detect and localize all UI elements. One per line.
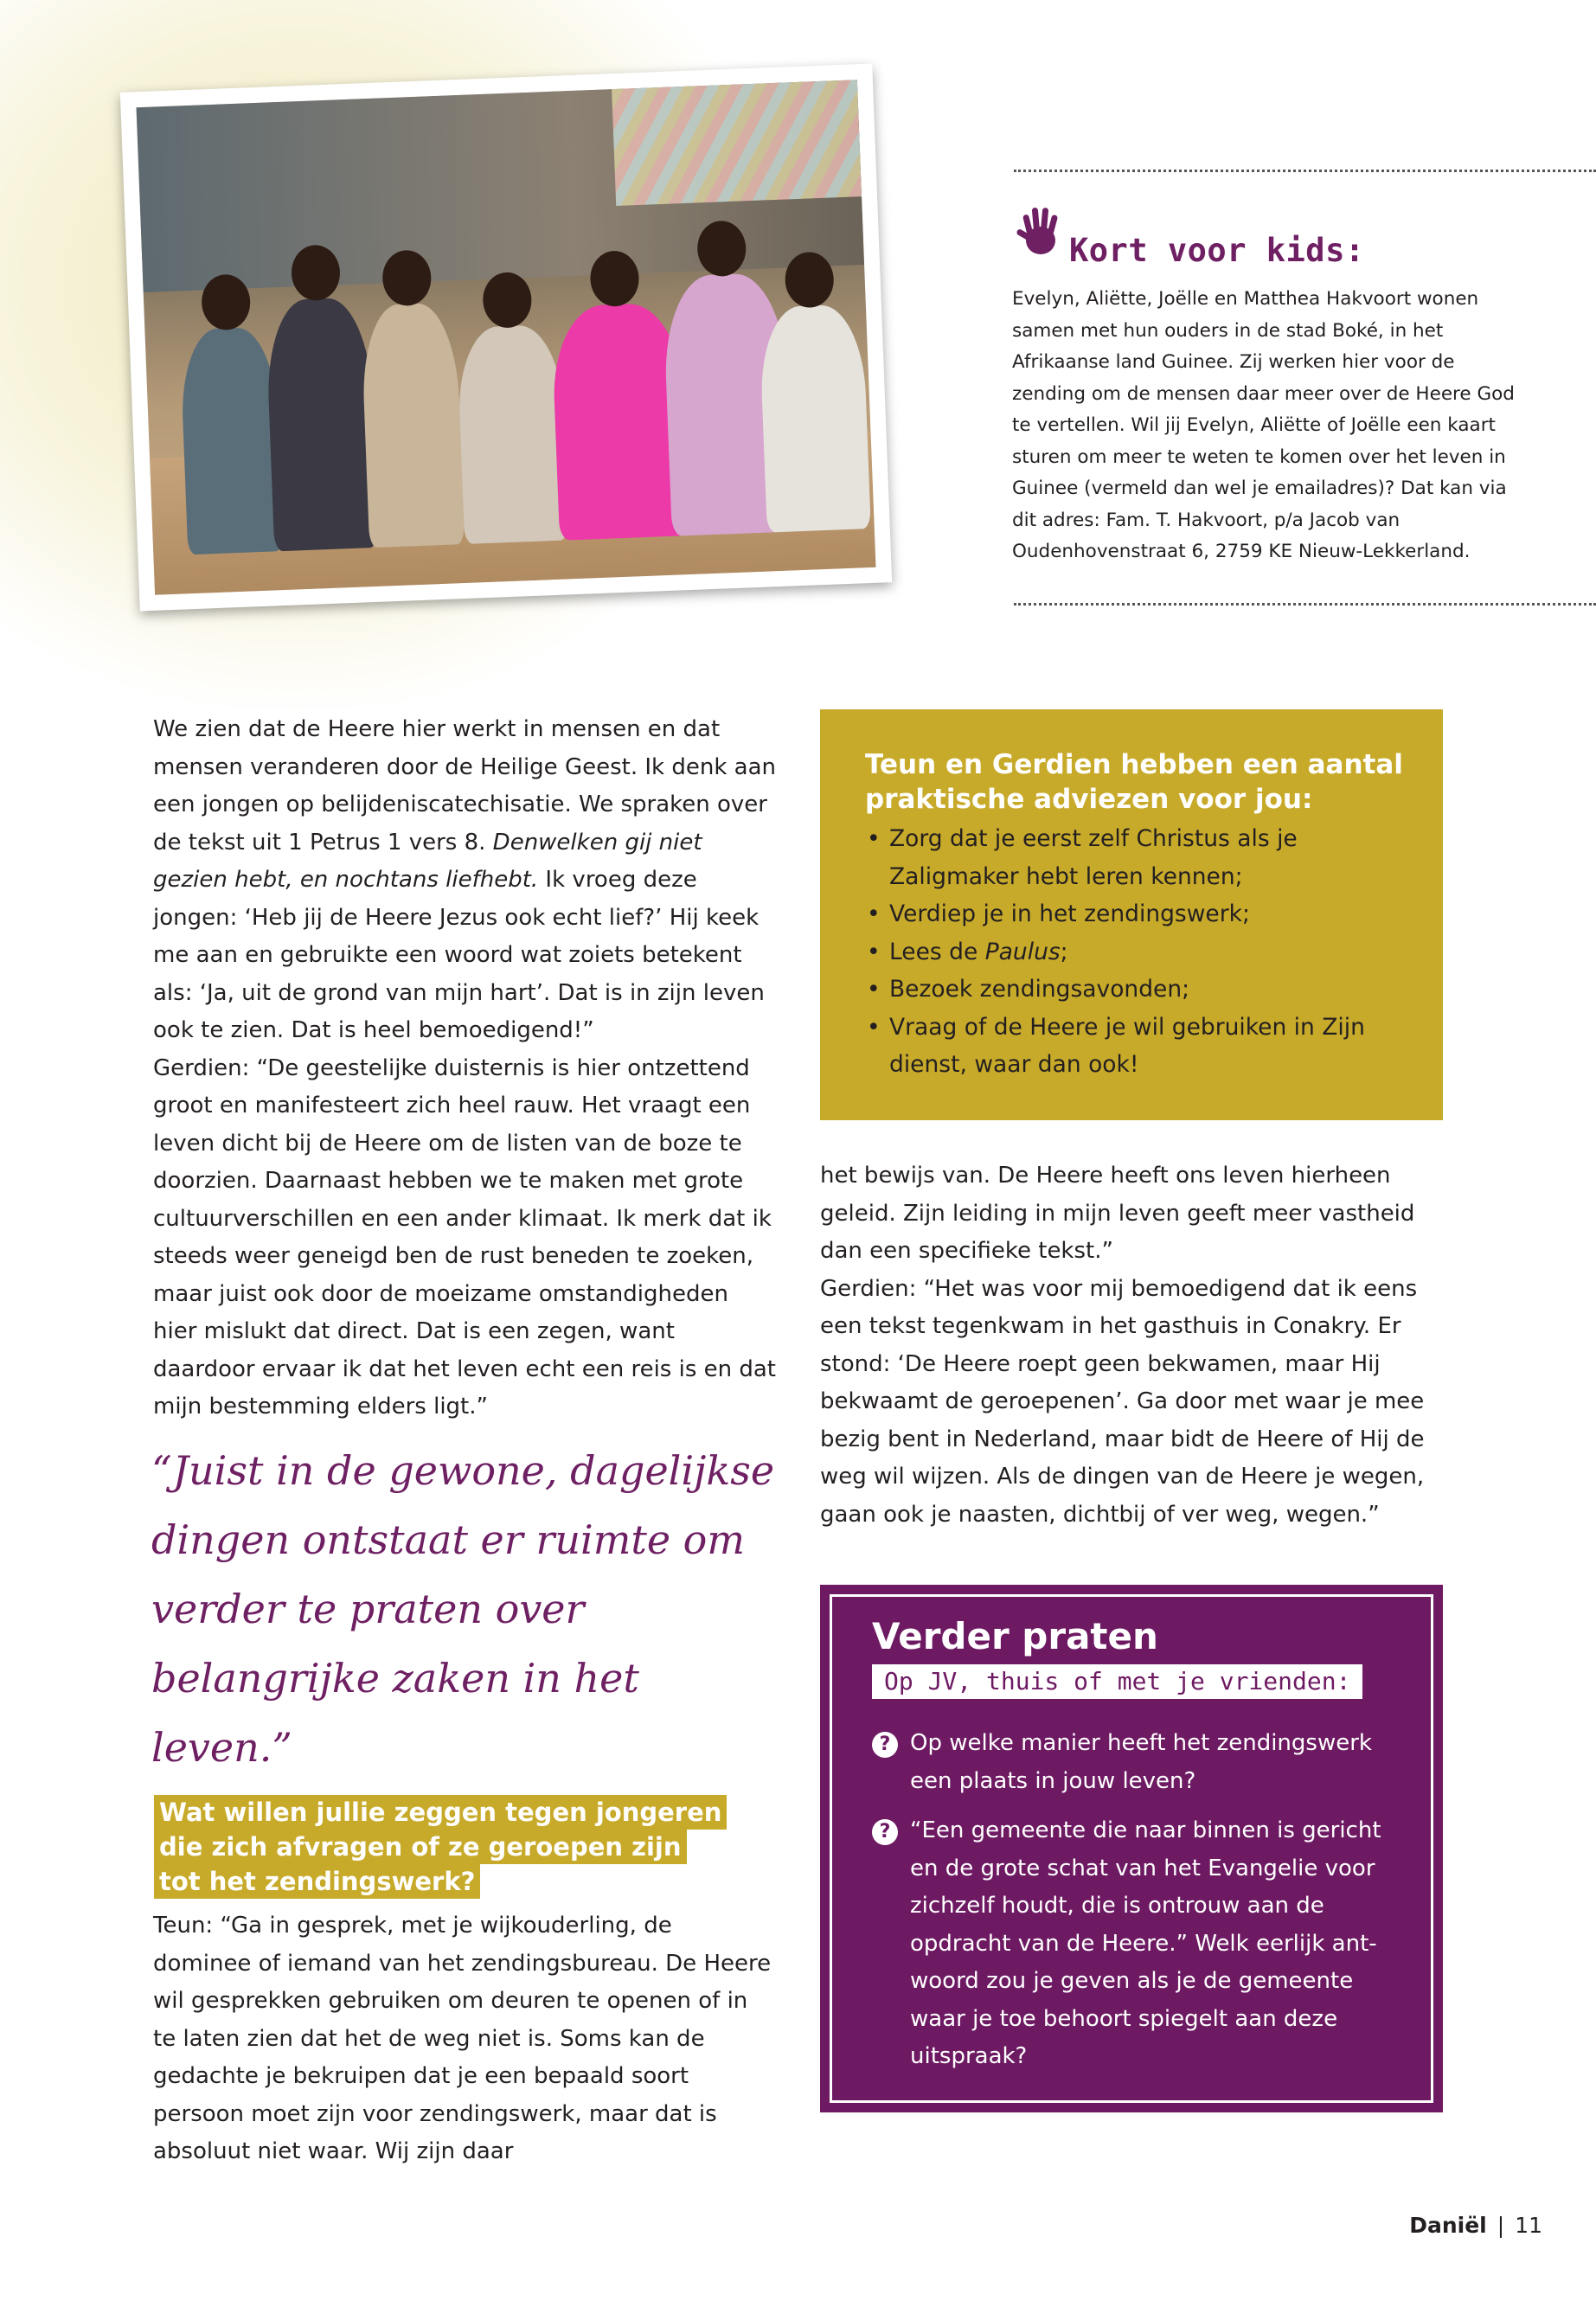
left-paragraph-1: We zien dat de Heere hier werkt in mensen en dat mensen veranderen door de Heilige Geest. Ik denk aan een jongen op belijdeniscatechisatie. We spraken over de tekst uit 1 Petrus 1 vers 8. Denwelken gij niet gezien hebt, en nochtans liefhebt. Ik vroeg deze jongen: ‘Heb jij de Heere Jezus ook echt lief?’ Hij keek me aan en gebruikte een woord wat zoiets betekent als: ‘Ja, uit de grond van mijn hart’. Dat is in zijn leven ook te zien. Dat is heel bemoedigend!” [153,716,776,1043]
discussion-question: ? Op welke manier heeft het zendingswerk een plaats in jouw leven? [872,1725,1403,1800]
advice-list [865,820,1408,1084]
advice-box [820,709,1443,1120]
list-item: • Zorg dat je eerst zelf Christus als je Zaligmaker hebt leren kennen; [889,820,1408,895]
discussion-question: ? “Een gemeente die naar binnen is gericht en de grote schat van het Evangelie voor zichzelf houdt, die is ontrouw aan de opdracht van de Heere.” Welk eerlijk antwoord zou je geven als je de gemeente waar je toe behoort spiegelt aan deze uitspraak? [872,1812,1403,2076]
kids-box-body: Evelyn, Aliëtte, Joëlle en Matthea Hakvoort wonen samen met hun ouders in de stad Boké, in het Afrikaanse land Guinee. Zij werken hier voor de zending om de mensen daar meer over de Heere God te vertellen. Wil jij Evelyn, Aliëtte of Joëlle een kaart sturen om meer te weten te komen over het leven in Guinee (vermeld dan wel je emailadres)? Dat kan via dit adres: Fam. T. Hakvoort, p/a Jacob van Oudenhovenstraat 6, 2759 KE Nieuw-Lekkerland. [1012,288,1515,562]
list-item: • Bezoek zendingsavonden; [889,971,1408,1009]
children-photo [120,64,892,612]
question-icon: ? [872,1819,898,1845]
list-item: • Verdiep je in het zendingswerk; [889,895,1408,933]
list-item: • Vraag of de Heere je wil gebruiken in Zijn dienst, waar dan ook! [889,1009,1408,1084]
list-item: • Lees de Paulus; [889,933,1408,971]
discussion-box-subtitle: Op JV, thuis of met je vrienden: [872,1664,1362,1699]
handprint-icon [1014,204,1067,260]
photo-image [136,80,875,595]
kids-box-title: Kort voor kids: [1069,232,1365,269]
question-icon: ? [872,1732,898,1758]
dotted-divider-bottom [1014,603,1596,606]
bible-quote: Denwelken gij niet gezien hebt, en nochtans liefhebt. [153,829,702,893]
left-column-text [153,711,776,1426]
discussion-box [820,1585,1443,2112]
answer-teun: Teun: “Ga in gesprek, met je wijkouderling, de dominee of iemand van het zendingsbureau. De Heere wil gesprekken gebruiken om deuren te openen of in te laten zien dat het de weg niet is. Soms kan de gedachte je bekruipen dat je een bepaald soort persoon moet zijn voor zendingswerk, maar dat is absoluut niet waar. Wij zijn daar [153,1913,772,2164]
page-footer: Daniël | 11 [1409,2213,1542,2238]
page-number: 11 [1515,2213,1542,2238]
question-heading: Wat willen jullie zeggen tegen jongeren die zich afvragen of ze geroepen zijn tot het zendingswerk? [154,1795,727,1899]
right-paragraph-1: het bewijs van. De Heere heeft ons leven hierheen geleid. Zijn leiding in mijn leven geeft meer vastheid dan een specifieke tekst.” [820,1163,1415,1264]
right-paragraph-2: Gerdien: “Het was voor mij bemoedigend dat ik eens een tekst tegenkwam in het gasthuis in Conakry. Er stond: ‘De Heere roept geen bekwamen, maar Hij bekwaamt de geroepenen’. Ga door met waar je mee bezig bent in Nederland, maar bidt de Heere of Hij de weg wil wijzen. Als de dingen van de Heere je wegen, gaan ook je naasten, dichtbij of ver weg, wegen.” [820,1275,1425,1528]
dotted-divider-top [1014,170,1596,172]
left-paragraph-2: Gerdien: “De geestelijke duisternis is hier ontzettend groot en manifesteert zich heel rauw. Het vraagt een leven dicht bij de Heere om de listen van de boze te doorzien. Daarnaast hebben we te maken met grote cultuurverschillen en een ander klimaat. Ik merk dat ik steeds weer geneigd ben de rust beneden te zoeken, maar juist ook door de moeizame omstandigheden hier mislukt dat direct. Dat is een zegen, want daardoor ervaar ik dat het leven echt een reis is en dat mijn bestemming elders ligt.” [153,1054,777,1420]
discussion-box-title: Verder praten [872,1615,1158,1657]
advice-box-title: Teun en Gerdien hebben een aantal praktische adviezen voor jou: [865,749,1403,815]
magazine-name: Daniël [1409,2213,1487,2238]
pull-quote: “Juist in de gewone, dagelijkse dingen ontstaat er ruimte om verder te praten over belangrijke zaken in het leven.” [151,1447,775,1771]
right-column-text [820,1157,1443,1534]
